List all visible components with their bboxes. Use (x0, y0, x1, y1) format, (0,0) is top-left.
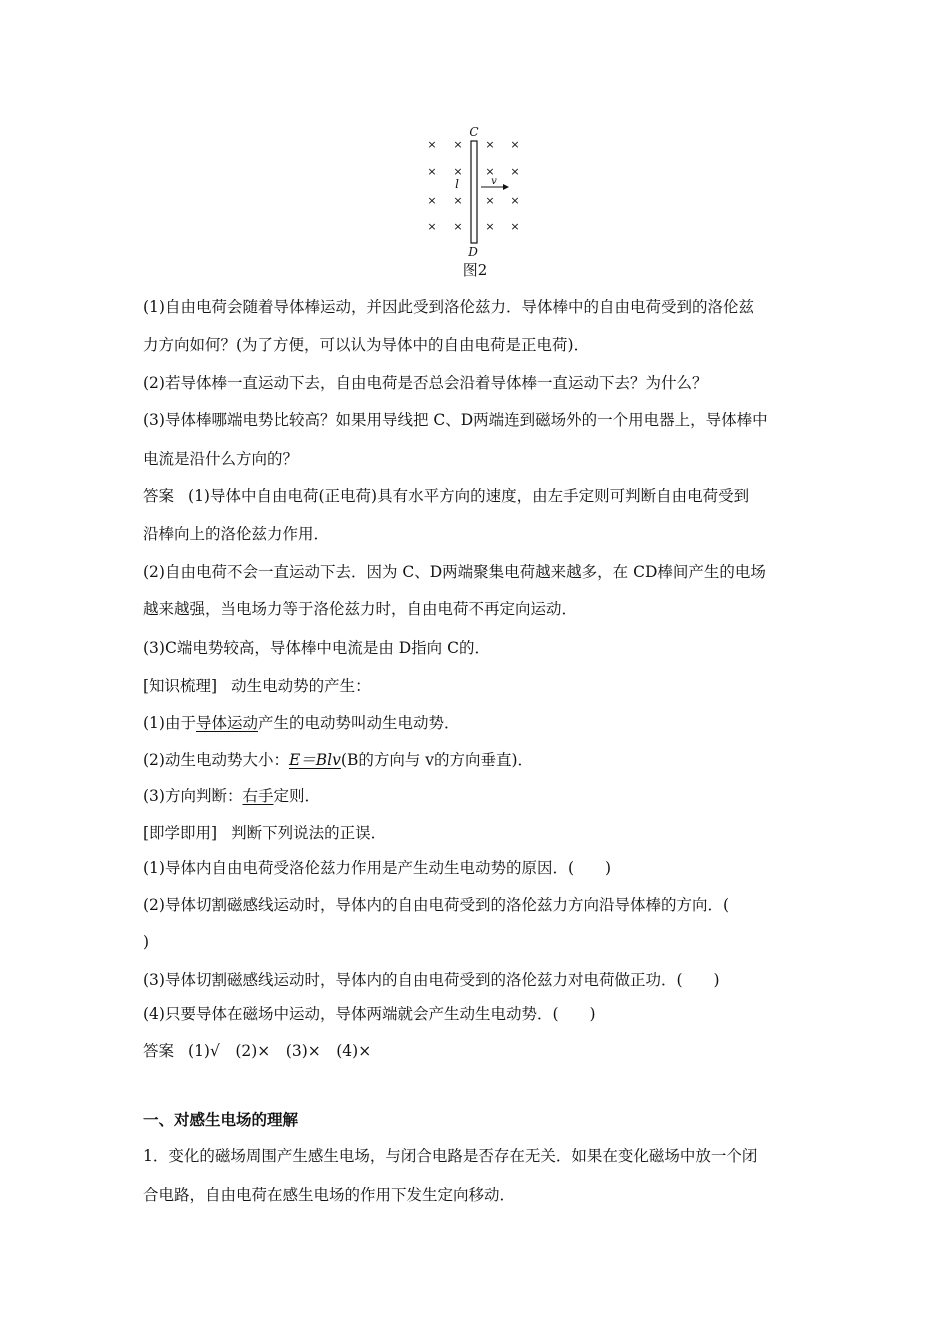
blank-answer: 导体运动 (195, 714, 258, 732)
question-3-line-2: 电流是沿什么方向的？ (143, 450, 299, 468)
knowledge-item-3: (3)方向判断：右手定则． (143, 787, 320, 805)
question-1-line-2: 力方向如何？(为了方便，可以认为导体中的自由电荷是正电荷)． (143, 336, 590, 354)
knowledge-title: [知识梳理] (143, 677, 218, 695)
practice-header: [即学即用] 判断下列说法的正误． (143, 824, 387, 842)
label-velocity: v (491, 176, 497, 187)
field-cross: × (485, 194, 495, 207)
practice-title: [即学即用] (143, 824, 218, 842)
field-cross: × (453, 165, 463, 178)
practice-answers: 答案 (1)√ (2)× (3)× (4)× (143, 1042, 372, 1060)
practice-item-2-line-2: ) (143, 933, 150, 951)
section-para-line-1: 1．变化的磁场周围产生感生电场，与闭合电路是否存在无关．如果在变化磁场中放一个闭 (143, 1147, 758, 1165)
answer-label: 答案 (143, 1042, 175, 1060)
answer-2-line-2: 越来越强，当电场力等于洛伦兹力时，自由电荷不再定向运动． (143, 600, 578, 618)
section-heading: 一、对感生电场的理解 (143, 1111, 299, 1129)
answer-3: (3)C端电势较高，导体棒中电流是由 D指向 C的． (143, 639, 490, 657)
field-cross: × (510, 194, 520, 207)
field-cross: × (485, 165, 495, 178)
field-cross: × (453, 194, 463, 207)
field-cross: × (510, 165, 520, 178)
blank-answer: 右手 (242, 787, 274, 805)
knowledge-item-2: (2)动生电动势大小：E＝Blv(B的方向与 v的方向垂直)． (143, 751, 534, 769)
section-para-line-2: 合电路，自由电荷在感生电场的作用下发生定向移动． (143, 1186, 516, 1204)
label-length: l (455, 177, 459, 191)
field-cross: × (427, 165, 437, 178)
practice-item-3: (3)导体切割磁感线运动时，导体内的自由电荷受到的洛伦兹力对电荷做正功．( ) (143, 971, 720, 989)
field-cross: × (453, 220, 463, 233)
field-cross: × (427, 220, 437, 233)
answer-label: 答案 (143, 487, 175, 505)
field-cross: × (510, 220, 520, 233)
answer-1-line-2: 沿棒向上的洛伦兹力作用． (143, 525, 330, 543)
field-cross: × (510, 138, 520, 151)
field-cross: × (427, 138, 437, 151)
label-c: C (469, 125, 479, 139)
formula-answer: E＝Blv (288, 751, 341, 769)
field-cross: × (453, 138, 463, 151)
label-d: D (468, 245, 478, 259)
practice-item-4: (4)只要导体在磁场中运动，导体两端就会产生动生电动势．( ) (143, 1005, 596, 1023)
question-2: (2)若导体棒一直运动下去，自由电荷是否总会沿着导体棒一直运动下去？为什么？ (143, 374, 708, 392)
practice-item-2-line-1: (2)导体切割磁感线运动时，导体内的自由电荷受到的洛伦兹力方向沿导体棒的方向．( (143, 896, 730, 914)
figure-caption: 图2 (462, 261, 488, 279)
practice-item-1: (1)导体内自由电荷受洛伦兹力作用是产生动生电动势的原因．( ) (143, 859, 612, 877)
answer-2-line-1: (2)自由电荷不会一直运动下去．因为 C、D两端聚集电荷越来越多，在 CD棒间产生的电场 (143, 563, 766, 581)
conductor-rod (471, 141, 477, 243)
field-cross: × (485, 220, 495, 233)
field-cross: × (485, 138, 495, 151)
answer-1-line-1: 答案 (1)导体中自由电荷(正电荷)具有水平方向的速度，由左手定则可判断自由电荷受到 (143, 487, 750, 505)
knowledge-item-1: (1)由于导体运动产生的电动势叫动生电动势． (143, 714, 460, 732)
question-3-line-1: (3)导体棒哪端电势比较高？如果用导线把 C、D两端连到磁场外的一个用电器上，导体棒中 (143, 411, 768, 429)
knowledge-header: [知识梳理] 动生电动势的产生： (143, 677, 371, 695)
question-1-line-1: (1)自由电荷会随着导体棒运动，并因此受到洛伦兹力．导体棒中的自由电荷受到的洛伦兹 (143, 298, 754, 316)
field-cross: × (427, 194, 437, 207)
